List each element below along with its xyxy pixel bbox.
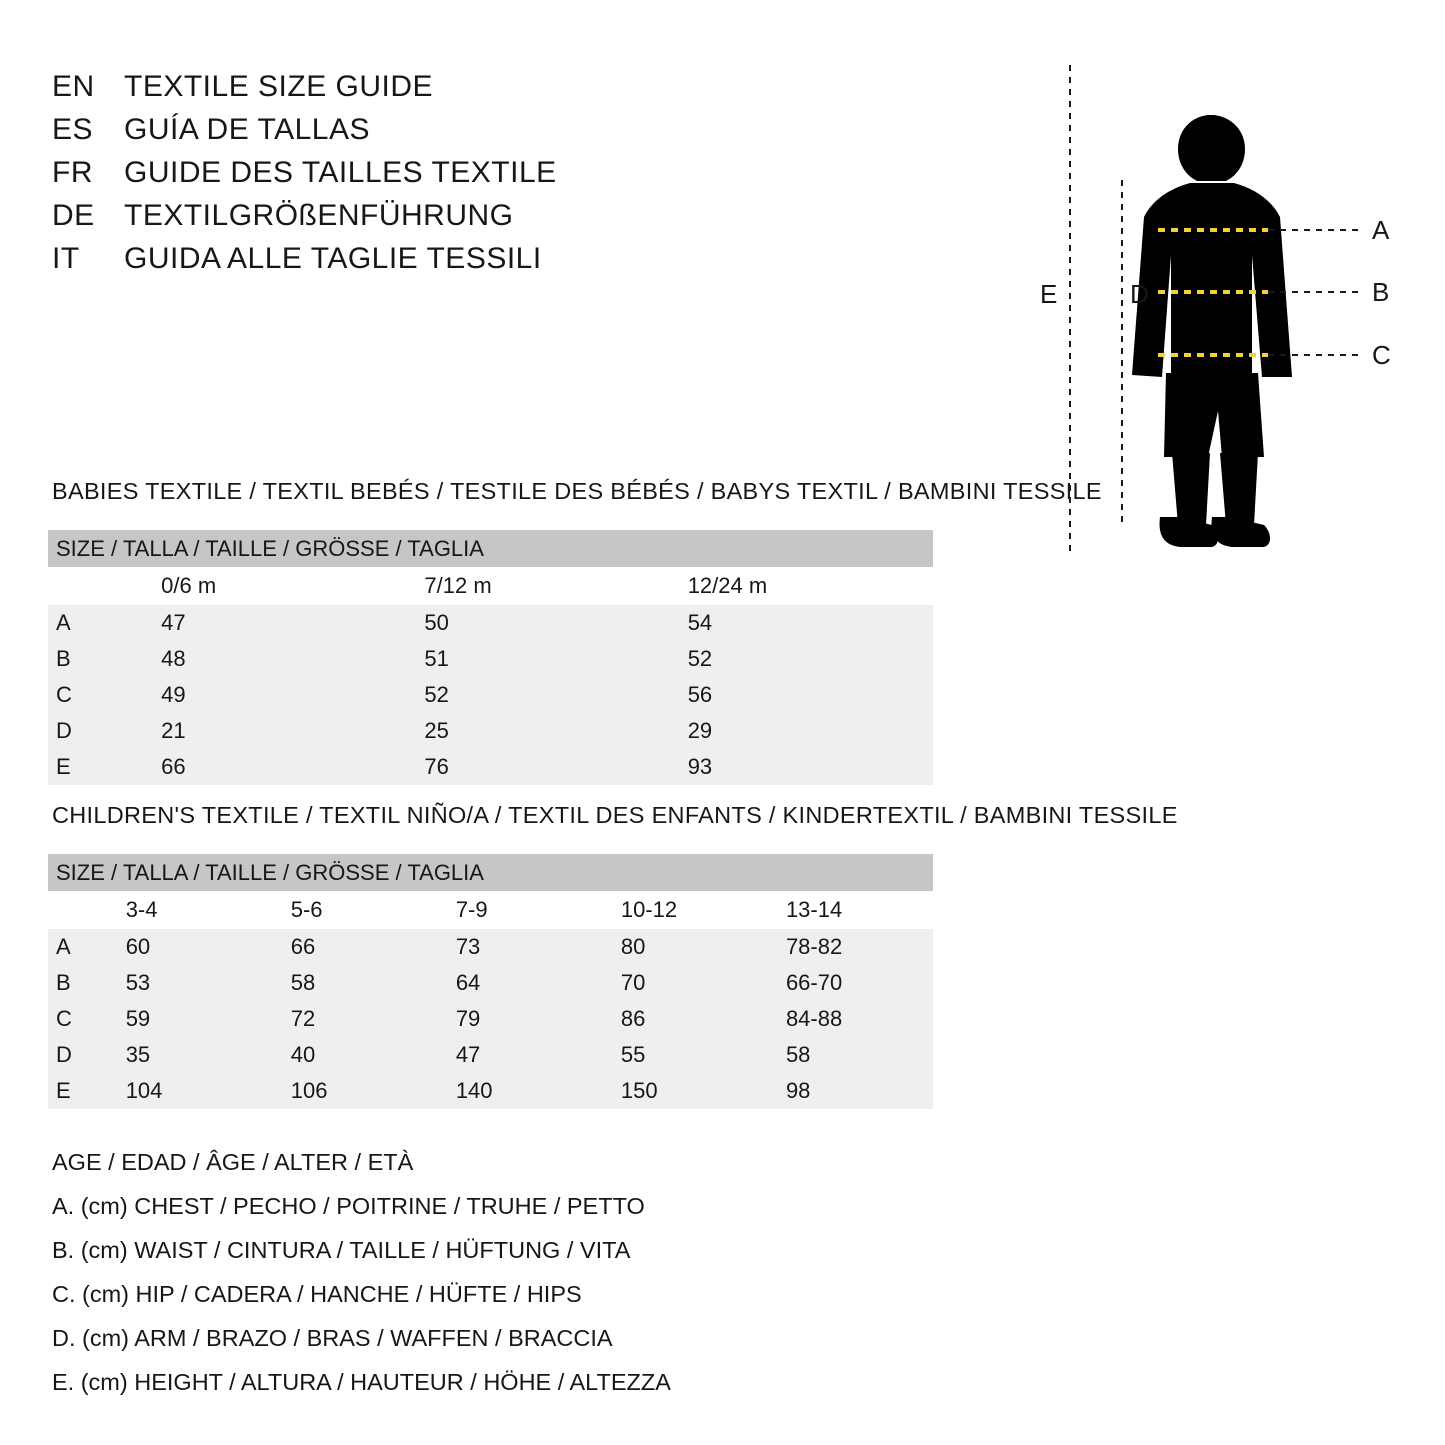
cell-text: 73 [455,934,481,959]
children-column-header-text: 7-9 [455,897,488,922]
cell-text: 84-88 [785,1006,843,1031]
legend-line: AGE / EDAD / ÂGE / ALTER / ETÀ [52,1149,414,1175]
cell-text: 54 [687,610,713,635]
cell-text: 64 [455,970,481,995]
babies-corner-cell [48,567,143,605]
table-row [48,965,933,1001]
figure-label-c: C [1372,340,1391,370]
babies-size-table [48,530,933,785]
row-value [670,641,933,677]
row-label: B [48,641,143,677]
row-value [768,929,933,965]
cell-text: 47 [455,1042,481,1067]
row-value [603,1073,768,1109]
language-code: IT [52,242,80,275]
row-value [406,749,669,785]
babies-column-header [670,567,933,605]
row-value [406,713,669,749]
language-code: ES [52,113,94,146]
row-value [438,1001,603,1037]
row-label: B [48,965,108,1001]
cell-text: 55 [620,1042,646,1067]
row-label: A [48,605,143,641]
figure-label-b: B [1372,277,1390,307]
cell-text: 47 [161,610,186,635]
row-value [108,929,273,965]
children-corner-cell [48,891,108,929]
children-band-label: SIZE / TALLA / TAILLE / GRÖSSE / TAGLIA [48,854,933,891]
row-value [603,1037,768,1073]
cell-text: 86 [620,1006,646,1031]
children-column-header [273,891,438,929]
cell-text: 79 [455,1006,481,1031]
babies-column-header-text: 7/12 m [424,573,492,598]
row-value [273,929,438,965]
row-label: D [48,713,143,749]
row-label: A [48,929,108,965]
row-value [108,1001,273,1037]
table-row [48,1073,933,1109]
row-value [406,641,669,677]
row-value [438,965,603,1001]
children-column-header-text: 10-12 [620,897,678,922]
children-column-header-text: 5-6 [290,897,323,922]
row-value [273,1037,438,1073]
row-value [438,1073,603,1109]
cell-text: 70 [620,970,646,995]
row-value [143,749,406,785]
row-value [603,1001,768,1037]
figure-label-e: E [1040,279,1058,309]
legend-line: A. (cm) CHEST / PECHO / POITRINE / TRUHE / PETTO [52,1193,645,1219]
row-value [603,929,768,965]
row-value [670,605,933,641]
language-code: EN [52,70,95,103]
cell-text: 80 [620,934,646,959]
row-value [108,1073,273,1109]
cell-text: 35 [125,1042,151,1067]
figure-label-a: A [1372,215,1390,245]
row-value [143,713,406,749]
cell-text: 52 [687,646,713,671]
children-column-header-text: 13-14 [785,897,843,922]
legend-line: B. (cm) WAIST / CINTURA / TAILLE / HÜFTUNG / VITA [52,1237,631,1263]
table-row [48,641,933,677]
cell-text: 21 [161,718,186,743]
measurement-legend [52,1140,952,1404]
cell-text: 56 [687,682,713,707]
language-code: FR [52,156,93,189]
child-silhouette-icon [1132,115,1292,547]
table-row [48,1037,933,1073]
language-row [52,113,772,156]
row-value [143,677,406,713]
cell-text: 59 [125,1006,151,1031]
children-column-header [603,891,768,929]
cell-text: 40 [290,1042,316,1067]
language-row [52,70,772,113]
children-column-header [108,891,273,929]
row-label: D [48,1037,108,1073]
babies-column-header [406,567,669,605]
cell-text: 51 [424,646,449,671]
row-value [143,641,406,677]
cell-text: 49 [161,682,186,707]
row-label: C [48,677,143,713]
language-row [52,242,772,285]
cell-text: 29 [687,718,713,743]
row-value [406,605,669,641]
cell-text: 58 [785,1042,811,1067]
row-value [768,1001,933,1037]
row-value [273,965,438,1001]
row-value [438,1037,603,1073]
cell-text: 50 [424,610,449,635]
row-label: E [48,1073,108,1109]
language-title: GUIDA ALLE TAGLIE TESSILI [124,242,542,275]
language-title: GUÍA DE TALLAS [124,113,370,146]
row-value [670,677,933,713]
table-row [48,929,933,965]
cell-text: 140 [455,1078,493,1103]
row-value [438,929,603,965]
cell-text: 78-82 [785,934,843,959]
babies-column-header-text: 12/24 m [687,573,768,598]
language-title: GUIDE DES TAILLES TEXTILE [124,156,557,189]
row-value [670,749,933,785]
row-value [108,965,273,1001]
cell-text: 66 [161,754,186,779]
cell-text: 98 [785,1078,811,1103]
row-label: C [48,1001,108,1037]
babies-column-header-row [48,567,933,605]
cell-text: 66-70 [785,970,843,995]
cell-text: 52 [424,682,449,707]
table-row [48,677,933,713]
cell-text: 93 [687,754,713,779]
children-column-header-row [48,891,933,929]
figure-label-d: D [1130,279,1149,309]
language-code: DE [52,199,95,232]
cell-text: 48 [161,646,186,671]
children-column-header-text: 3-4 [125,897,158,922]
children-size-table [48,854,933,1109]
language-title: TEXTILE SIZE GUIDE [124,70,434,103]
cell-text: 76 [424,754,449,779]
cell-text: 106 [290,1078,328,1103]
cell-text: 66 [290,934,316,959]
cell-text: 53 [125,970,151,995]
children-column-header [438,891,603,929]
row-value [108,1037,273,1073]
legend-line: C. (cm) HIP / CADERA / HANCHE / HÜFTE / HIPS [52,1281,582,1307]
children-section-heading: CHILDREN'S TEXTILE / TEXTIL NIÑO/A / TEXTIL DES ENFANTS / KINDERTEXTIL / BAMBINI TESSILE [52,802,1178,828]
babies-band-row [48,530,933,567]
language-title-block [52,70,772,285]
babies-section-heading: BABIES TEXTILE / TEXTIL BEBÉS / TESTILE DES BÉBÉS / BABYS TEXTIL / BAMBINI TESSILE [52,478,1102,504]
table-row [48,1001,933,1037]
cell-text: 25 [424,718,449,743]
children-column-header [768,891,933,929]
babies-column-header [143,567,406,605]
cell-text: 104 [125,1078,163,1103]
row-value [273,1001,438,1037]
row-value [406,677,669,713]
cell-text: 72 [290,1006,316,1031]
legend-line: E. (cm) HEIGHT / ALTURA / HAUTEUR / HÖHE / ALTEZZA [52,1369,671,1395]
table-row [48,605,933,641]
cell-text: 58 [290,970,316,995]
row-value [768,1037,933,1073]
row-value [143,605,406,641]
row-value [273,1073,438,1109]
row-value [603,965,768,1001]
language-title: TEXTILGRÖßENFÜHRUNG [124,199,514,232]
row-value [768,1073,933,1109]
children-band-row [48,854,933,891]
legend-line: D. (cm) ARM / BRAZO / BRAS / WAFFEN / BRACCIA [52,1325,613,1351]
language-row [52,199,772,242]
table-row [48,749,933,785]
table-row [48,713,933,749]
babies-band-label: SIZE / TALLA / TAILLE / GRÖSSE / TAGLIA [48,530,933,567]
row-value [670,713,933,749]
cell-text: 150 [620,1078,658,1103]
language-row [52,156,772,199]
babies-column-header-text: 0/6 m [161,573,217,598]
row-label: E [48,749,143,785]
row-value [768,965,933,1001]
cell-text: 60 [125,934,151,959]
